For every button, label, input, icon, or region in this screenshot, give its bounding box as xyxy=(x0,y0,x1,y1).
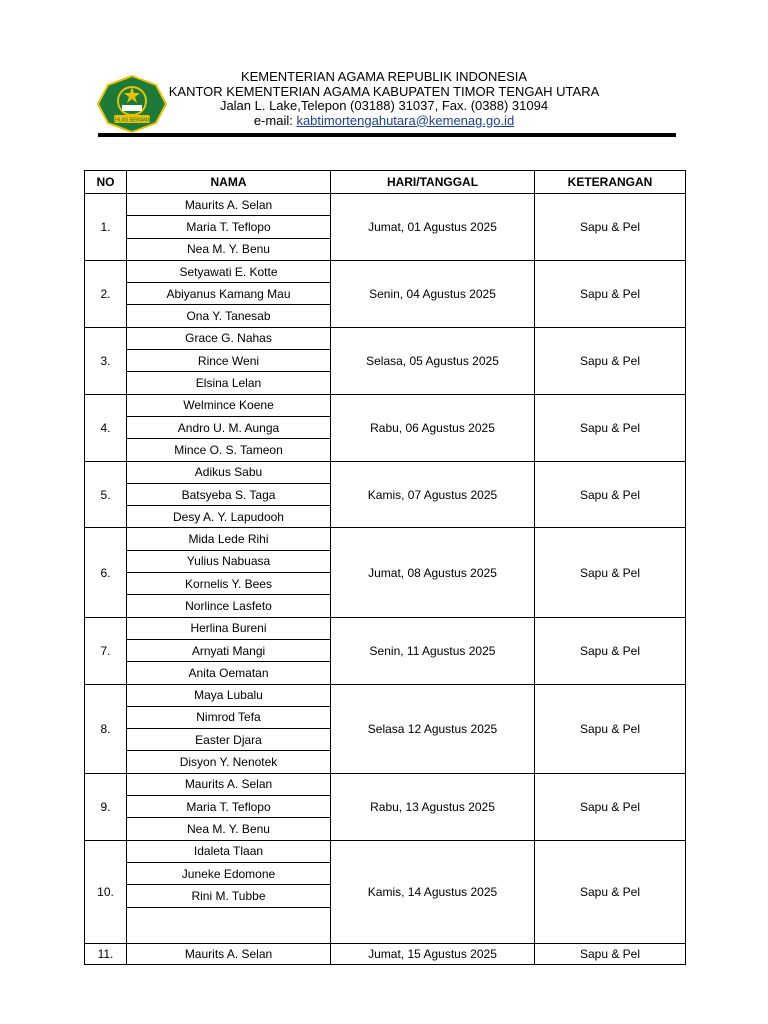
task-note: Sapu & Pel xyxy=(535,528,686,617)
member-name: Maurits A. Selan xyxy=(127,773,331,795)
office-name: KANTOR KEMENTERIAN AGAMA KABUPATEN TIMOR TENGAH UTARA xyxy=(168,83,600,99)
row-number: 7. xyxy=(85,617,127,684)
member-name: Elsina Lelan xyxy=(127,372,331,394)
svg-text:IKHLAS BERAMAL: IKHLAS BERAMAL xyxy=(110,117,154,124)
member-name: Ona Y. Tanesab xyxy=(127,305,331,327)
task-note: Sapu & Pel xyxy=(535,194,686,261)
schedule-date: Jumat, 15 Agustus 2025 xyxy=(331,943,535,964)
row-number: 5. xyxy=(85,461,127,528)
table-row xyxy=(85,461,686,483)
member-name: Nea M. Y. Benu xyxy=(127,818,331,840)
member-name: Maurits A. Selan xyxy=(127,943,331,964)
member-name: Maurits A. Selan xyxy=(127,194,331,216)
table-row xyxy=(85,260,686,282)
schedule-date: Rabu, 13 Agustus 2025 xyxy=(331,773,535,840)
header-hari-tanggal: HARI/TANGGAL xyxy=(331,171,535,194)
table-row xyxy=(85,773,686,795)
member-name: Juneke Edomone xyxy=(127,862,331,884)
table-header-row xyxy=(85,171,686,194)
task-note: Sapu & Pel xyxy=(535,461,686,528)
office-email-line xyxy=(150,114,618,129)
table-row xyxy=(85,327,686,349)
header-nama: NAMA xyxy=(127,171,331,194)
row-number: 11. xyxy=(85,943,127,964)
table-row xyxy=(85,943,686,964)
member-name: Desy A. Y. Lapudooh xyxy=(127,506,331,528)
member-name: Anita Oematan xyxy=(127,662,331,684)
table-row xyxy=(85,617,686,639)
schedule-date: Senin, 04 Agustus 2025 xyxy=(331,260,535,327)
member-name: Andro U. M. Aunga xyxy=(127,416,331,438)
schedule-date: Kamis, 14 Agustus 2025 xyxy=(331,840,535,943)
member-name: Easter Djara xyxy=(127,729,331,751)
table-body xyxy=(85,194,686,965)
table-row xyxy=(85,394,686,416)
office-address: Jalan L. Lake,Telepon (03188) 31037, Fax. (0388) 31094 xyxy=(219,98,549,113)
table-row xyxy=(85,840,686,862)
member-name: Disyon Y. Nenotek xyxy=(127,751,331,773)
ministry-name: KEMENTERIAN AGAMA REPUBLIK INDONESIA xyxy=(240,69,528,84)
member-name: Mince O. S. Tameon xyxy=(127,439,331,461)
task-note: Sapu & Pel xyxy=(535,327,686,394)
letterhead-divider xyxy=(98,133,676,137)
task-note: Sapu & Pel xyxy=(535,394,686,461)
table-row xyxy=(85,528,686,550)
row-number: 10. xyxy=(85,840,127,943)
member-name: Rini M. Tubbe xyxy=(127,885,331,907)
member-name: Grace G. Nahas xyxy=(127,327,331,349)
schedule-date: Rabu, 06 Agustus 2025 xyxy=(331,394,535,461)
task-note: Sapu & Pel xyxy=(535,260,686,327)
row-number: 9. xyxy=(85,773,127,840)
member-name: Yulius Nabuasa xyxy=(127,550,331,572)
task-note: Sapu & Pel xyxy=(535,617,686,684)
letterhead xyxy=(150,70,618,128)
task-note: Sapu & Pel xyxy=(535,773,686,840)
member-name: Nea M. Y. Benu xyxy=(127,238,331,260)
header-keterangan: KETERANGAN xyxy=(535,171,686,194)
member-name: Maria T. Teflopo xyxy=(127,216,331,238)
member-name: Setyawati E. Kotte xyxy=(127,260,331,282)
schedule-date: Jumat, 01 Agustus 2025 xyxy=(331,194,535,261)
member-name: Rince Weni xyxy=(127,350,331,372)
schedule-date: Kamis, 07 Agustus 2025 xyxy=(331,461,535,528)
schedule-date: Selasa 12 Agustus 2025 xyxy=(331,684,535,773)
table-row xyxy=(85,684,686,706)
schedule-date: Jumat, 08 Agustus 2025 xyxy=(331,528,535,617)
member-name: Welmince Koene xyxy=(127,394,331,416)
row-number: 6. xyxy=(85,528,127,617)
schedule-date: Selasa, 05 Agustus 2025 xyxy=(331,327,535,394)
row-number: 3. xyxy=(85,327,127,394)
member-name: Norlince Lasfeto xyxy=(127,595,331,617)
member-name: Kornelis Y. Bees xyxy=(127,573,331,595)
schedule-date: Senin, 11 Agustus 2025 xyxy=(331,617,535,684)
member-name: Adikus Sabu xyxy=(127,461,331,483)
member-name: Idaleta Tlaan xyxy=(127,840,331,862)
row-number: 1. xyxy=(85,194,127,261)
member-name: Batsyeba S. Taga xyxy=(127,483,331,505)
member-name: Nimrod Tefa xyxy=(127,706,331,728)
row-number: 4. xyxy=(85,394,127,461)
row-number: 2. xyxy=(85,260,127,327)
member-name: Abiyanus Kamang Mau xyxy=(127,283,331,305)
task-note: Sapu & Pel xyxy=(535,684,686,773)
member-name xyxy=(127,907,331,943)
email-link[interactable]: kabtimortengahutara@kemenag.go.id xyxy=(296,112,515,128)
table-row xyxy=(85,194,686,216)
member-name: Maria T. Teflopo xyxy=(127,796,331,818)
header-no: NO xyxy=(85,171,127,194)
email-label: e-mail: xyxy=(253,112,297,128)
member-name: Mida Lede Rihi xyxy=(127,528,331,550)
task-note: Sapu & Pel xyxy=(535,943,686,964)
member-name: Maya Lubalu xyxy=(127,684,331,706)
task-note: Sapu & Pel xyxy=(535,840,686,943)
cleaning-schedule-table xyxy=(84,170,686,965)
member-name: Arnyati Mangi xyxy=(127,639,331,661)
member-name: Herlina Bureni xyxy=(127,617,331,639)
row-number: 8. xyxy=(85,684,127,773)
